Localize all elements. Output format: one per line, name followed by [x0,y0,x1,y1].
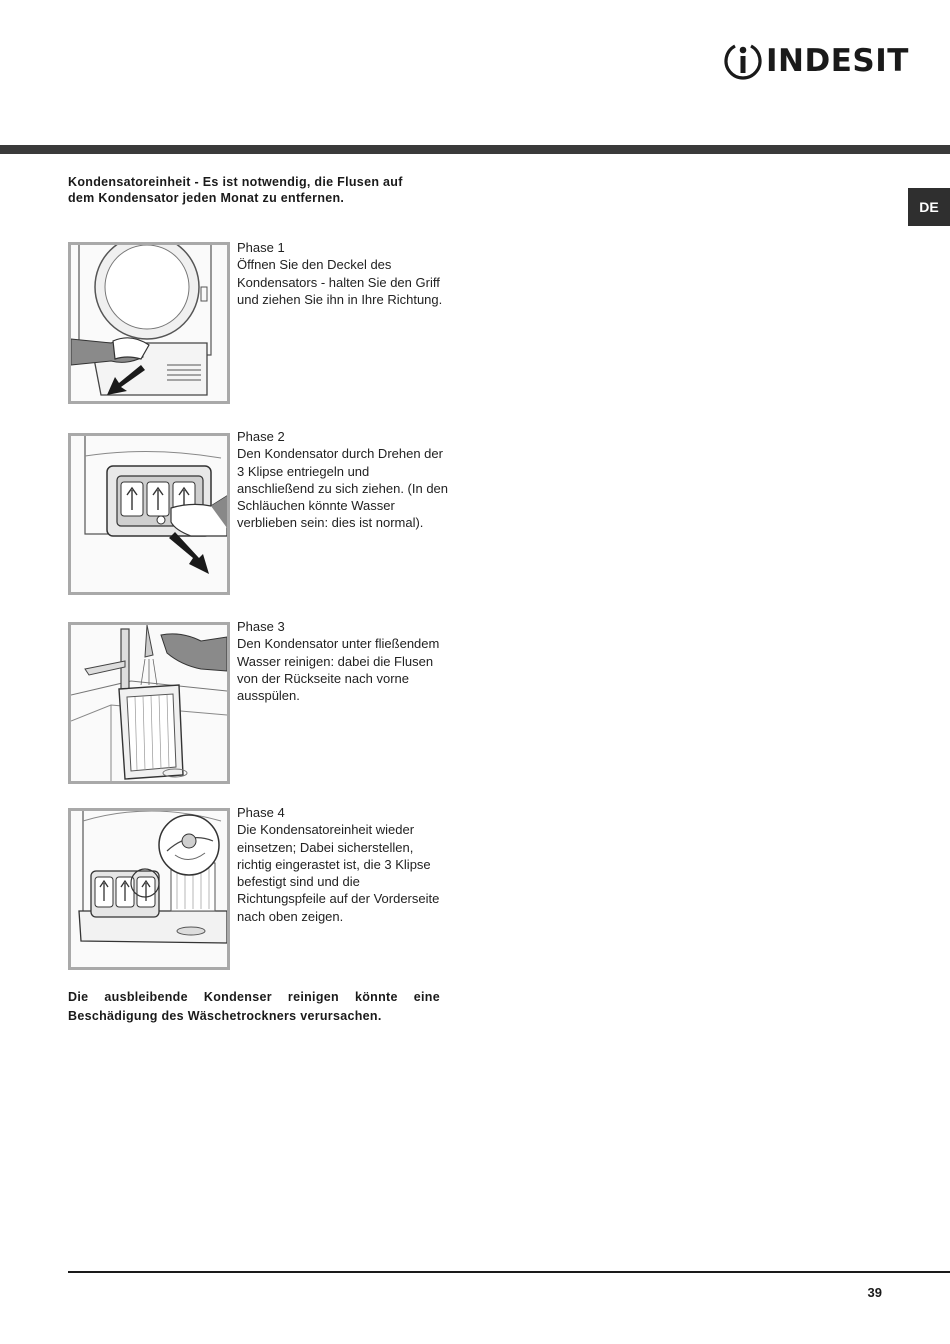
step-4-text [237,804,449,925]
step-3-title: Phase 3 [237,619,285,634]
step-1-text [237,239,449,308]
step-2-illustration [68,433,230,595]
step-2-text [237,428,449,532]
step-3-text [237,618,449,704]
footer-rule [68,1271,950,1273]
step-4-title: Phase 4 [237,805,285,820]
step-2-title: Phase 2 [237,429,285,444]
step-1-title: Phase 1 [237,240,285,255]
step-2-description: Den Kondensator durch Drehen der 3 Klipse entriegeln und anschließend zu sich ziehen. (In den Schläuchen könnte Wasser verblieben sein: dies ist normal). [237,446,449,531]
brand-logo [722,40,909,82]
step-4-illustration [68,808,230,970]
step-1-description: Öffnen Sie den Deckel des Kondensators - halten Sie den Griff und ziehen Sie ihn in Ihre Richtung. [237,257,443,307]
step-4-description: Die Kondensatoreinheit wieder einsetzen; Dabei sicherstellen, richtig eingerastet ist, die 3 Klipse befestigt sind und die Richtungspfeile auf der Vorderseite nach oben zeigen. [237,822,440,924]
indesit-logo-icon [722,40,764,82]
language-tab: DE [908,188,950,226]
page-number: 39 [867,1285,882,1300]
step-3-description: Den Kondensator unter fließendem Wasser reinigen: dabei die Flusen von der Rückseite nach vorne ausspülen. [237,636,440,704]
header-rule [0,145,950,154]
step-1-illustration [68,242,230,404]
section-intro: Kondensatoreinheit - Es ist notwendig, die Flusen auf dem Kondensator jeden Monat zu entfernen. [68,175,403,205]
step-3-illustration [68,622,230,784]
brand-name: INDESIT [766,43,909,79]
warning-note: Die ausbleibende Kondenser reinigen könnte eine Beschädigung des Wäschetrockners verursachen. [68,990,440,1023]
